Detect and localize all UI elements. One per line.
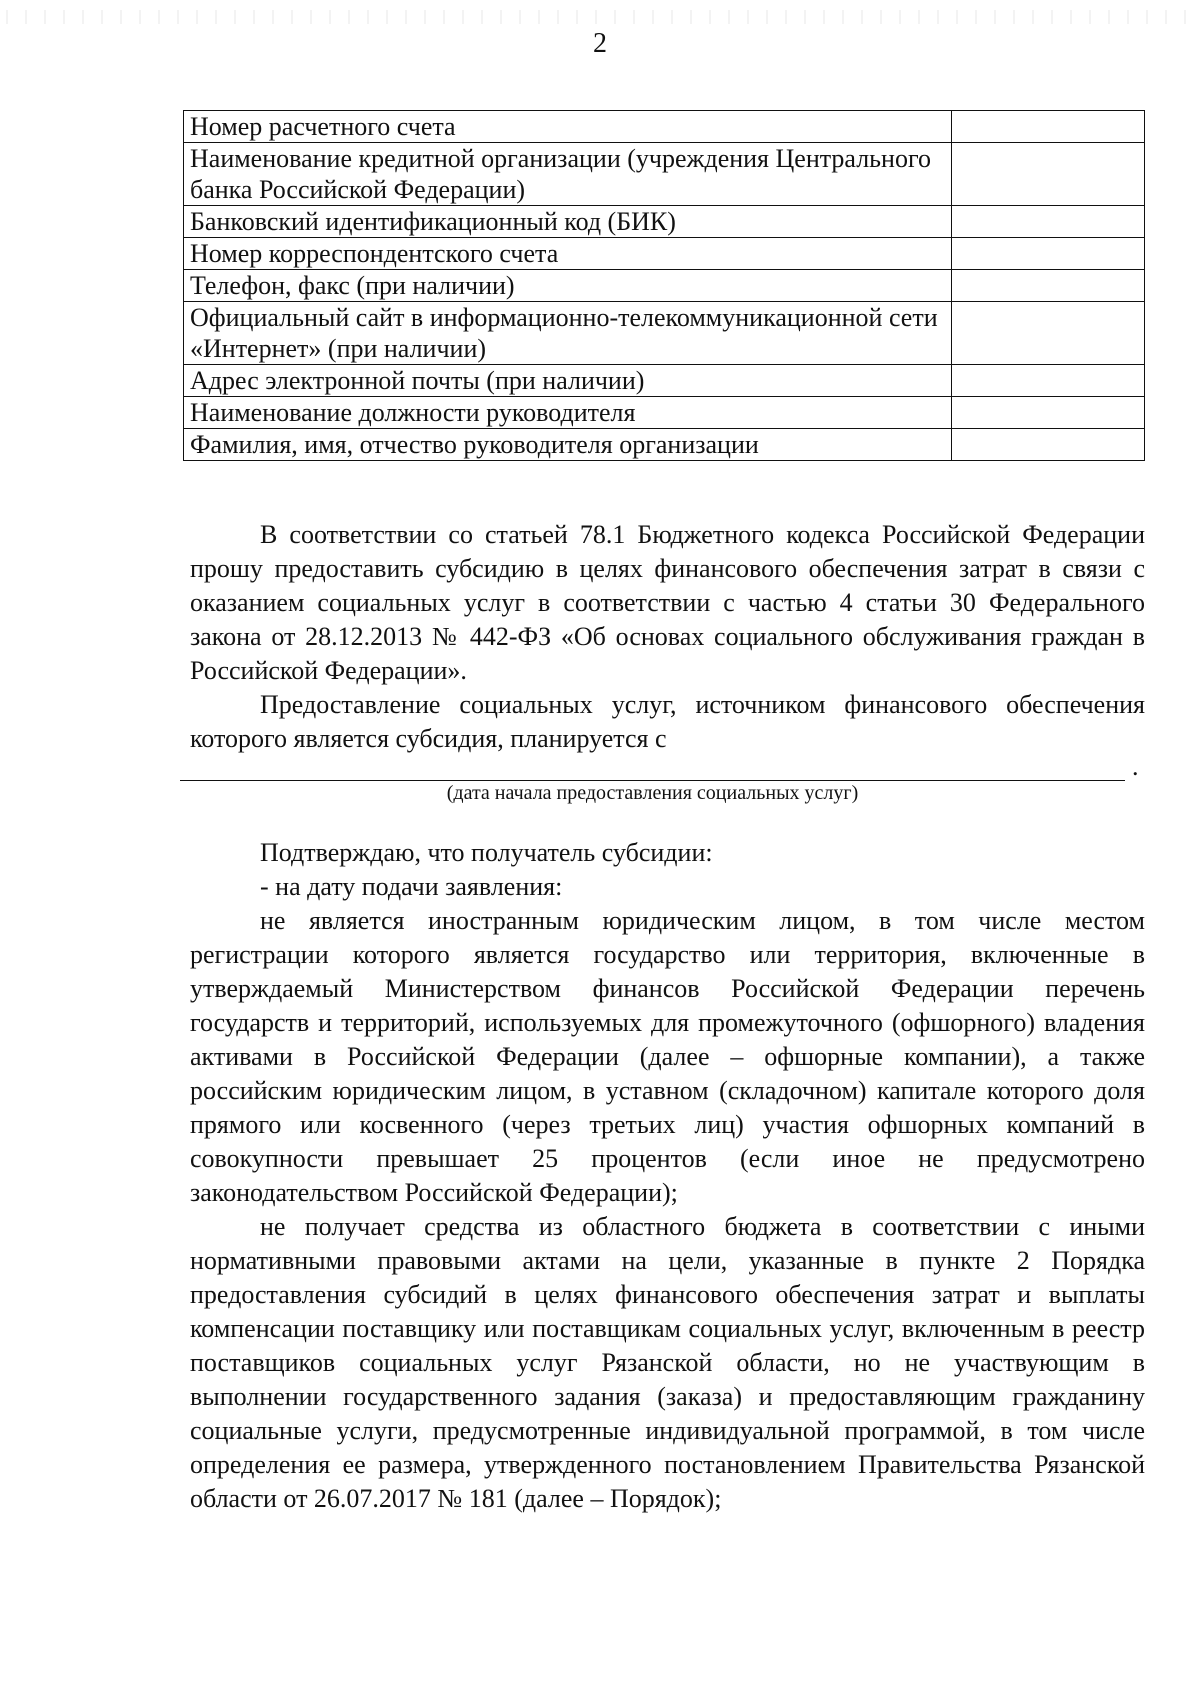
table-row	[184, 397, 1145, 429]
row-label: Адрес электронной почты (при наличии)	[184, 365, 952, 397]
row-value-cell	[952, 397, 1145, 429]
row-label: Номер расчетного счета	[184, 111, 952, 143]
row-label: Номер корреспондентского счета	[184, 238, 952, 270]
row-value-cell	[952, 206, 1145, 238]
confirmation-section	[190, 836, 1145, 1516]
table-row	[184, 270, 1145, 302]
blank-period: .	[1132, 752, 1139, 781]
row-value-cell	[952, 143, 1145, 206]
table-row	[184, 429, 1145, 461]
table-row	[184, 238, 1145, 270]
row-value-cell	[952, 365, 1145, 397]
submission-date-line: - на дату подачи заявления:	[260, 872, 563, 901]
confirmation-heading: Подтверждаю, что получатель субсидии:	[260, 838, 713, 867]
row-label: Банковский идентификационный код (БИК)	[184, 206, 952, 238]
budget-condition-paragraph: не получает средства из областного бюджета в соответствии с иными нормативными правовыми актами на цели, указанные в пункте 2 Порядка предоставления субсидий в целях финансового обеспечения затрат и выплаты компенсации поставщику или поставщикам социальных услуг, включенным в реестр поставщиков социальных услуг Рязанской области, но не участвующим в выполнении государственного задания (заказа) и предоставляющим гражданину социальные услуги, предусмотренные индивидуальной программой, в том числе определения ее размера, утвержденного постановлением Правительства Рязанской области от 26.07.2017 № 181 (далее – Порядок);	[190, 1212, 1145, 1513]
row-label: Наименование должности руководителя	[184, 397, 952, 429]
row-value-cell	[952, 270, 1145, 302]
table-row	[184, 143, 1145, 206]
request-paragraph: В соответствии со статьей 78.1 Бюджетного кодекса Российской Федерации прошу предоставить субсидию в целях финансового обеспечения затрат в связи с оказанием социальных услуг в соответствии с частью 4 статьи 30 Федерального закона от 28.12.2013 № 442-ФЗ «Об основах социального обслуживания граждан в Российской Федерации».	[190, 520, 1145, 685]
table-row	[184, 365, 1145, 397]
row-value-cell	[952, 302, 1145, 365]
table-row	[184, 111, 1145, 143]
row-label: Наименование кредитной организации (учреждения Центрального банка Российской Федерации)	[184, 143, 952, 206]
offshore-condition-paragraph: не является иностранным юридическим лицом, в том числе местом регистрации которого является государство или территория, включенные в утверждаемый Министерством финансов Российской Федерации перечень государств и территорий, используемых для промежуточного (офшорного) владения активами в Российской Федерации (далее – офшорные компании), а также российским юридическим лицом, в уставном (складочном) капитале которого доля прямого или косвенного (через третьих лиц) участия офшорных компаний в совокупности превышает 25 процентов (если иное не предусмотрено законодательством Российской Федерации);	[190, 906, 1145, 1207]
table-row	[184, 206, 1145, 238]
start-date-blank	[180, 780, 1125, 781]
requisites-table	[183, 110, 1145, 461]
request-section	[190, 518, 1145, 756]
row-label: Официальный сайт в информационно-телекоммуникационной сети «Интернет» (при наличии)	[184, 302, 952, 365]
service-start-paragraph: Предоставление социальных услуг, источником финансового обеспечения которого является субсидия, планируется с	[190, 690, 1145, 753]
page-number: 2	[593, 28, 607, 59]
table-row	[184, 302, 1145, 365]
row-value-cell	[952, 238, 1145, 270]
start-date-caption: (дата начала предоставления социальных услуг)	[446, 782, 859, 804]
scan-noise	[0, 10, 1200, 24]
row-value-cell	[952, 429, 1145, 461]
row-label: Телефон, факс (при наличии)	[184, 270, 952, 302]
row-value-cell	[952, 111, 1145, 143]
row-label: Фамилия, имя, отчество руководителя организации	[184, 429, 952, 461]
